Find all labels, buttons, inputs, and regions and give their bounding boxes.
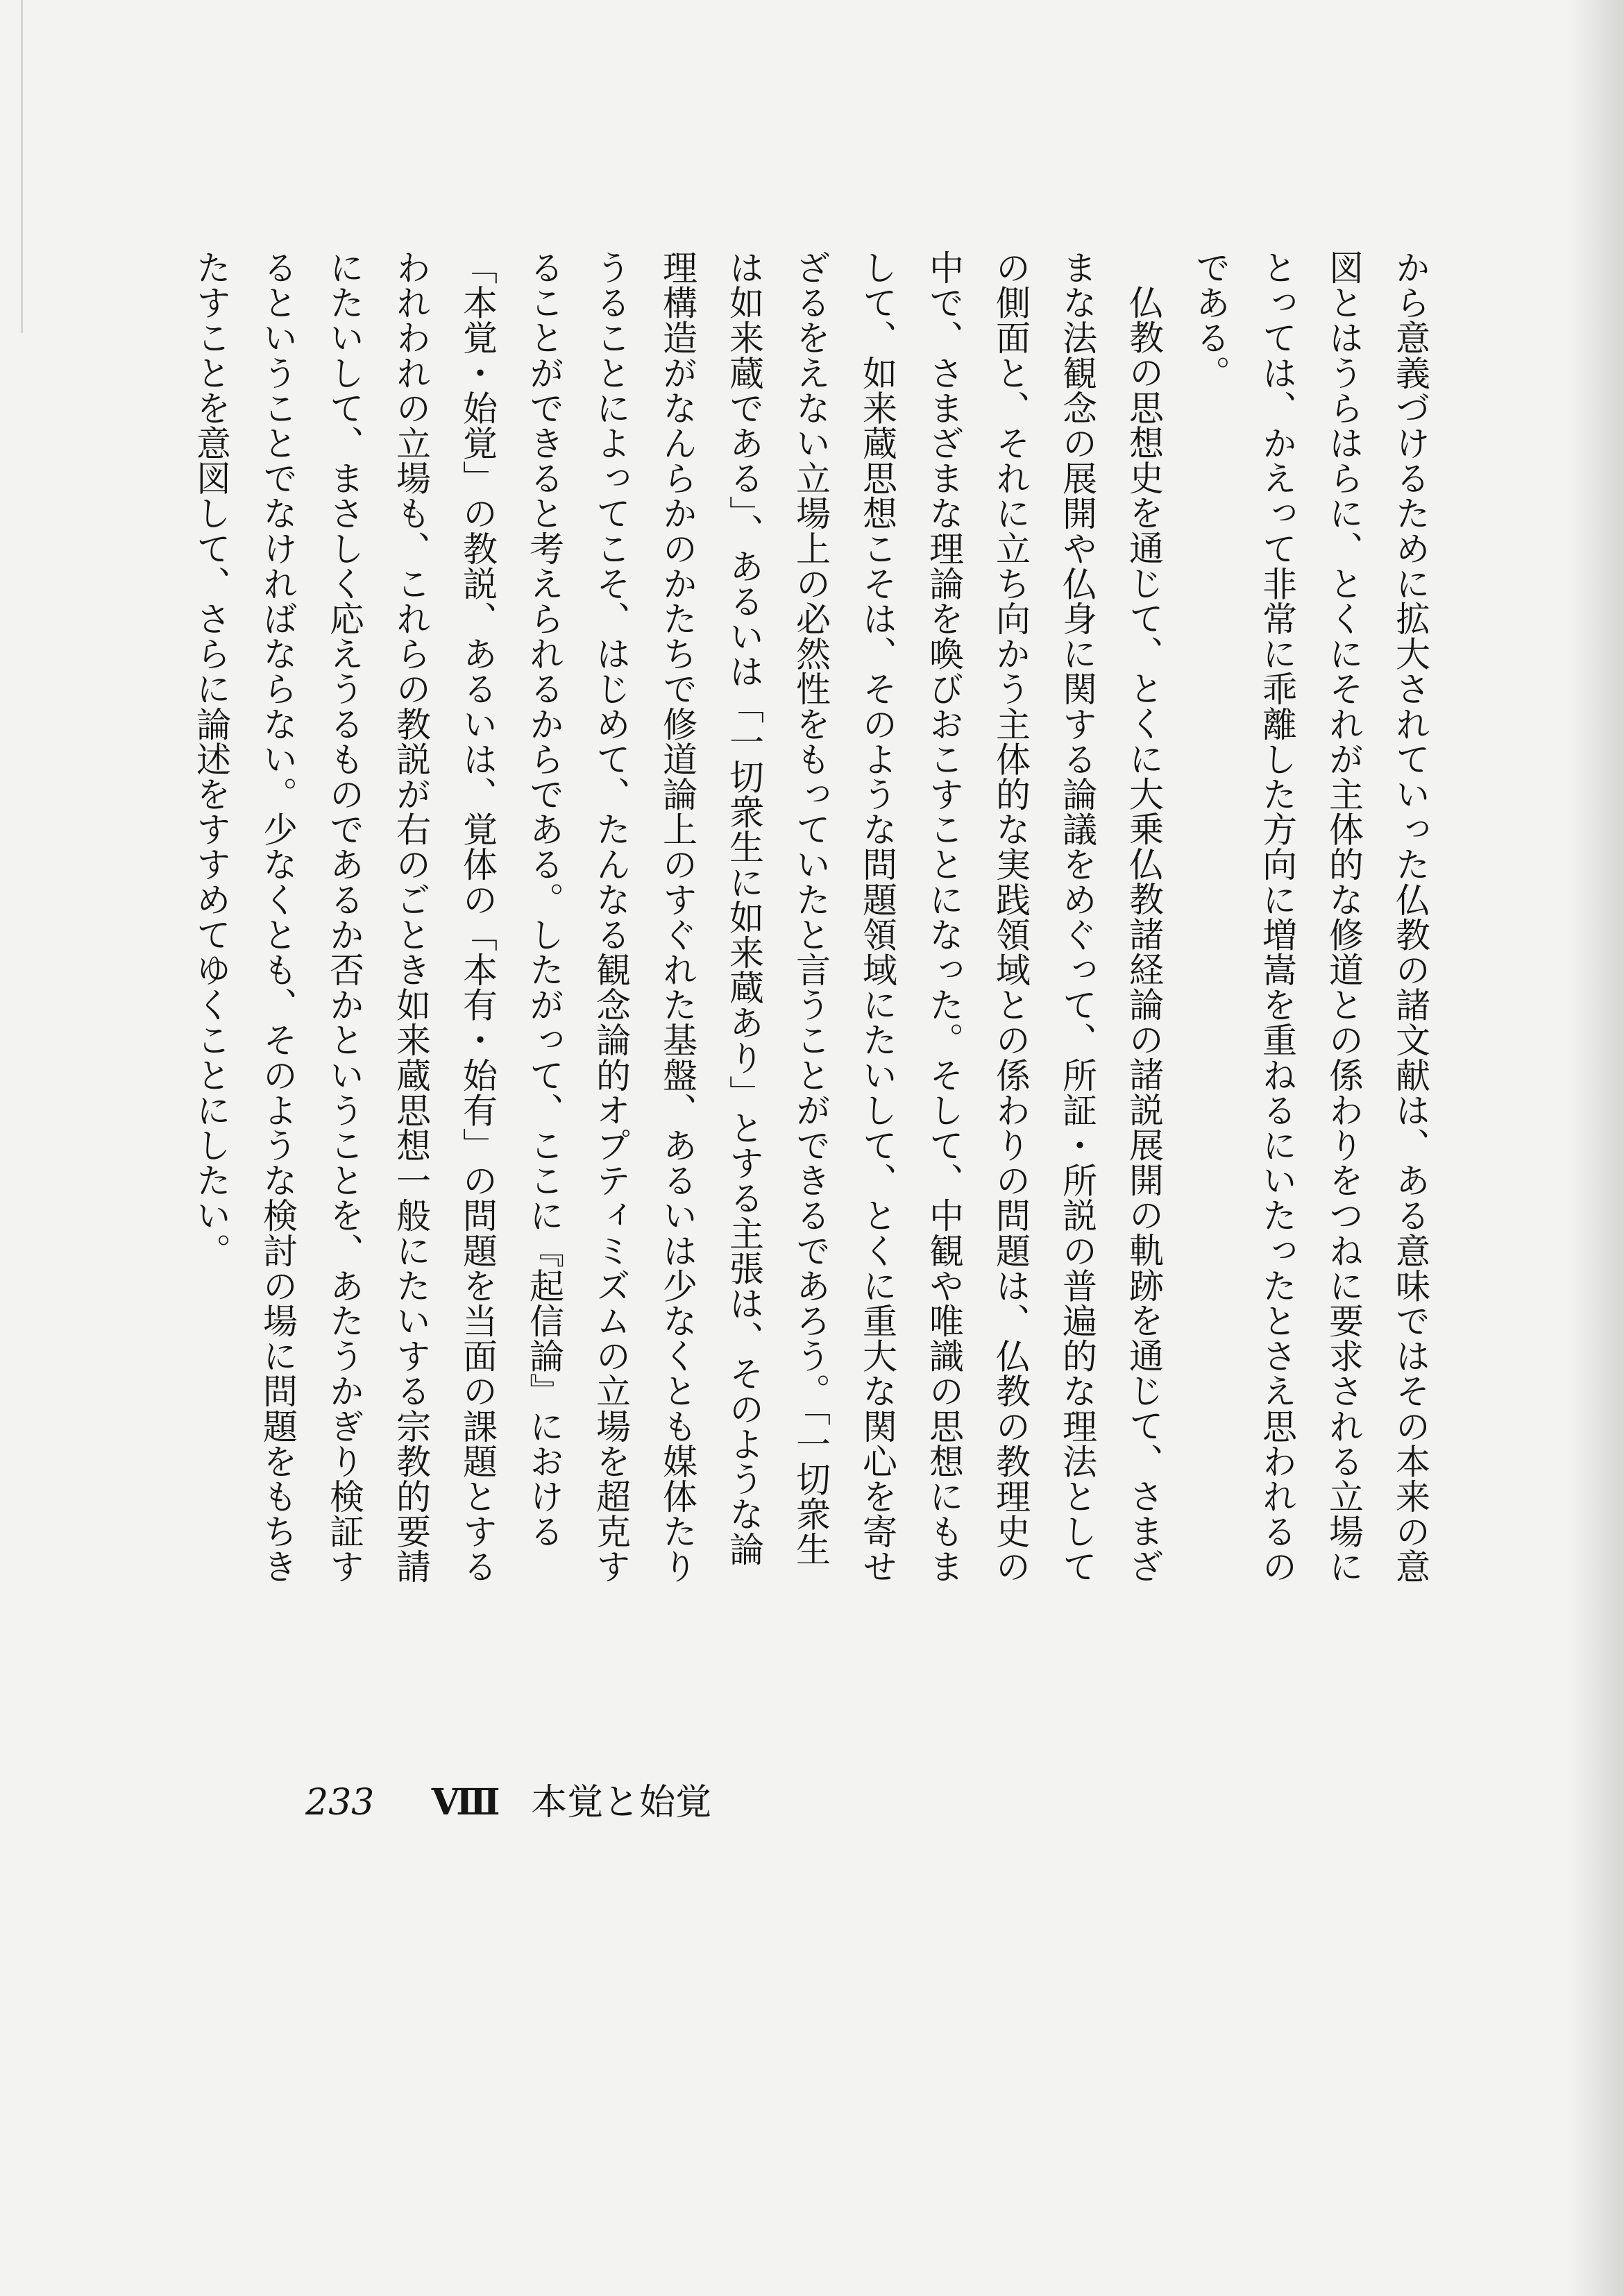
- page-number: 233: [305, 1782, 375, 1823]
- paragraph-2: 仏教の思想史を通じて、とくに大乗仏教諸経論の諸説展開の軌跡を通じて、さまざまな法観念の展開や仏身に関する論議をめぐって、所証・所説の普遍的な理法としての側面と、それに立ち向かう主体的な実践領域との係わりの問題は、仏教の教理史の中で、さまざまな理論を喚びおこすことになった。そして、中観や唯識の思想にもまして、如来蔵思想こそは、そのような問題領域にたいして、とくに重大な関心を寄せざるをえない立場上の必然性をもっていたと言うことができるであろう。「一切衆生は如来蔵である」、あるいは「一切衆生に如来蔵あり」とする主張は、そのような論理構造がなんらかのかたちで修道論上のすぐれた基盤、あるいは少なくとも媒体たりうることによってこそ、はじめて、たんなる観念論的オプティミズムの立場を超克することができると考えられるからである。したがって、ここに『起信論』における「本覚・始覚」の教説、あるいは、覚体の「本有・始有」の問題を当面の課題とするわれわれの立場も、これらの教説が右のごとき如来蔵思想一般にたいする宗教的要請にたいして、まさしく応えうるものであるか否かということを、あたうかぎり検証するということでなければならない。少なくとも、そのような検討の場に問題をもちきたすことを意図して、さらに論述をすすめてゆくことにしたい。: [191, 250, 1164, 1584]
- chapter-title: 本覚と始覚: [531, 1782, 712, 1823]
- body-text: [191, 250, 1444, 1596]
- scan-binding-shadow: [1568, 0, 1624, 2296]
- paragraph-1: から意義づけるために拡大されていった仏教の諸文献は、ある意味ではその本来の意図とはうらはらに、とくにそれが主体的な修道との係わりをつねに要求される立場にとっては、かえって非常に乖離した方向に増嵩を重ねるにいたったとさえ思われるのである。: [1190, 250, 1430, 1584]
- chapter-number: Ⅷ: [431, 1781, 500, 1823]
- scan-page-edge: [21, 0, 23, 333]
- page-footer: [305, 1773, 711, 1825]
